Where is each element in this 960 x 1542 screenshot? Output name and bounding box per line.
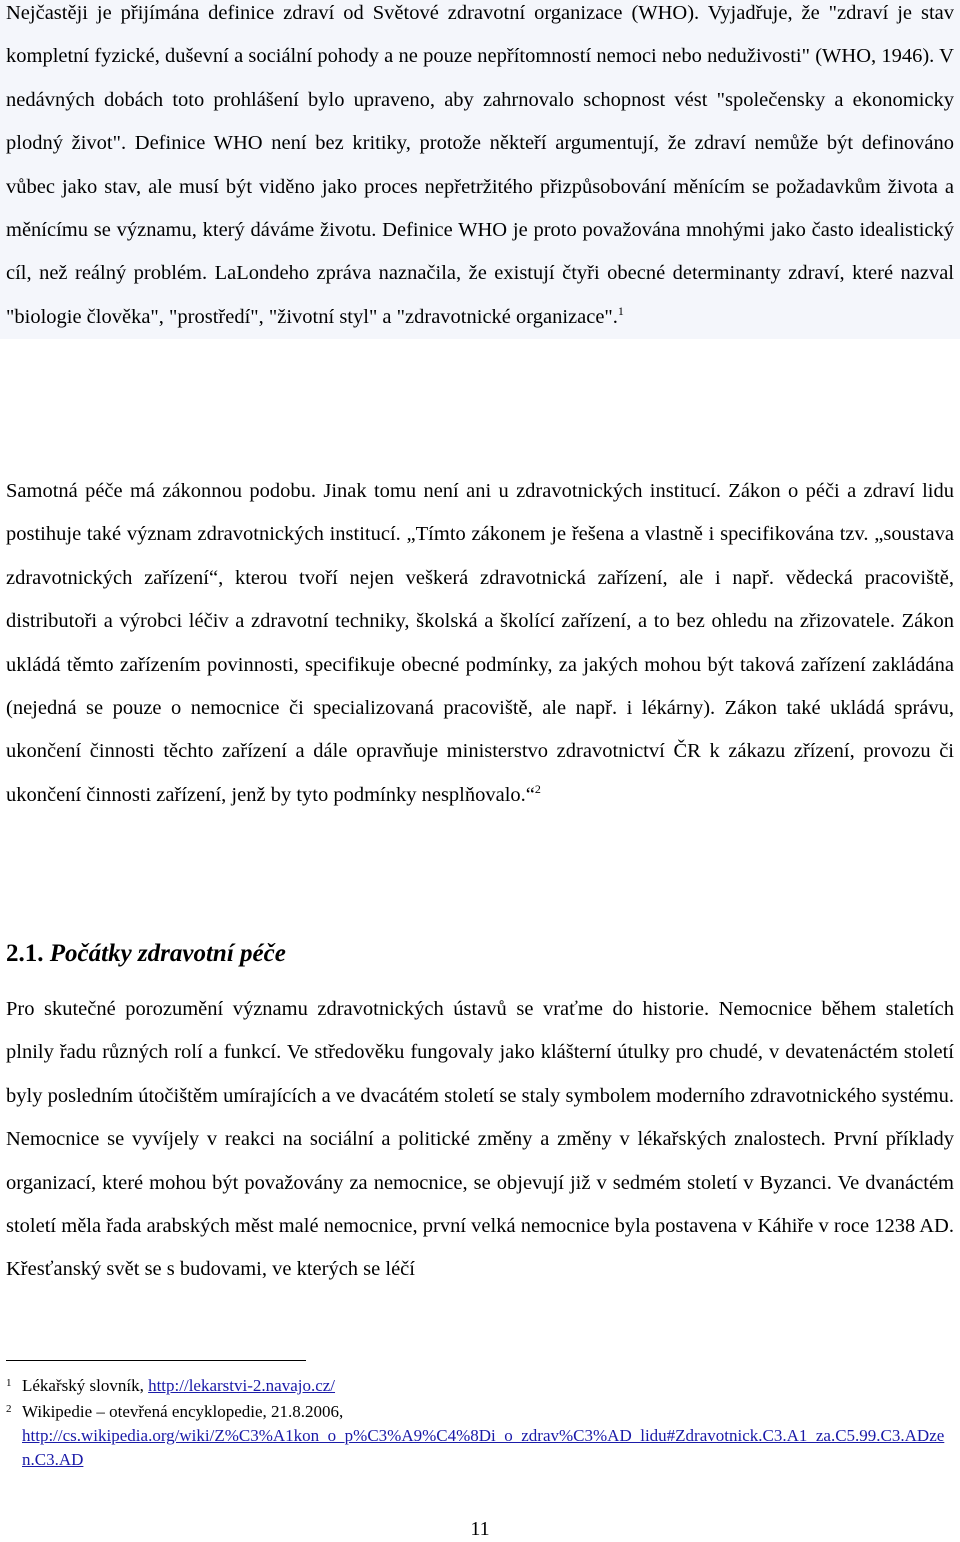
footnote-link[interactable]: http://lekarstvi-2.navajo.cz/ — [148, 1376, 336, 1395]
footnote-text: Wikipedie – otevřená encyklopedie, 21.8.2006, — [22, 1402, 344, 1421]
page-number: 11 — [470, 1518, 490, 1540]
footnote-link[interactable]: http://cs.wikipedia.org/wiki/Z%C3%A1kon_o_p%C3%A9%C4%8Di_o_zdrav%C3%AD_lidu#Zdravotnick.C3.A1_za.C5.99.C3.ADzen.C3.AD — [22, 1426, 945, 1469]
footnote-1: 1 Lékařský slovník, http://lekarstvi-2.navajo.cz/ — [6, 1376, 336, 1395]
footnote-reference-2[interactable]: 2 — [534, 781, 541, 796]
paragraph-history — [6, 988, 954, 1292]
footnote-text: Lékařský slovník, — [22, 1376, 149, 1395]
paragraph-who-definition — [0, 0, 960, 339]
footnote-separator — [6, 1360, 306, 1361]
paragraph-text: Pro skutečné porozumění významu zdravotnických ústavů se vraťme do historie. Nemocnice během staletích plnily řadu různých rolí a funkcí. Ve středověku fungovaly jako klášterní útulky pro chudé, v devatenáctém století byly posledním útočištěm umírajících a ve dvacátém století se staly symbolem moderního zdravotnického systému. Nemocnice se vyvíjely v reakci na sociální a politické změny a změny v lékařských znalostech. První příklady organizací, které mohou být považovány za nemocnice, se objevují již v sedmém století v Byzanci. Ve dvanáctém století měla řada arabských měst malé nemocnice, první velká nemocnice byla postavena v Káhiře v roce 1238 AD. Křesťanský svět se s budovami, ve kterých se léčí — [6, 998, 954, 1281]
section-title: Počátky zdravotní péče — [49, 940, 286, 967]
section-heading — [6, 932, 286, 976]
paragraph-text: Nejčastěji je přijímána definice zdraví od Světové zdravotní organizace (WHO). Vyjadřuje, že "zdraví je stav kompletní fyzické, duševní a sociální pohody a ne pouze nepřítomností nemoci nebo neduživosti" (WHO, 1946). V nedávných dobách toto prohlášení bylo upraveno, aby zahrnovalo schopnost vést "společensky a ekonomicky plodný život". Definice WHO není bez kritiky, protože někteří argumentují, že zdraví nemůže být definováno vůbec jako stav, ale musí být viděno jako proces nepřetržitého přizpůsobování měnícím se požadavkům života a měnícímu se významu, který dáváme životu. Definice WHO je proto považována mnohými jako často idealistický cíl, než reálný problém. LaLondeho zpráva naznačila, že existují čtyři obecné determinanty zdraví, které nazval "biologie člověka", "prostředí", "životní styl" a "zdravotnické organizace". — [6, 2, 954, 328]
footnote-reference-1[interactable]: 1 — [617, 303, 624, 318]
section-number: 2.1. — [6, 940, 44, 967]
footnote-2: 2 Wikipedie – otevřená encyklopedie, 21.8.2006, http://cs.wikipedia.org/wiki/Z%C3%A1kon_o_p%C3%A9%C4%8Di_o_zdrav%C3%AD_lidu#Zdravotnick.C3.A1_za.C5.99.C3.ADzen.C3.AD — [6, 1402, 945, 1469]
paragraph-legal-form — [6, 470, 954, 817]
paragraph-text: Samotná péče má zákonnou podobu. Jinak tomu není ani u zdravotnických institucí. Zákon o péči a zdraví lidu postihuje také význam zdravotnických institucí. „Tímto zákonem je řešena a vlastně i specifikována tzv. „soustava zdravotnických zařízení“, kterou tvoří nejen veškerá zdravotnická zařízení, ale i např. vědecká pracoviště, distributoři a výrobci léčiv a zdravotní techniky, školská a školící zařízení, a to bez ohledu na zřizovatele. Zákon ukládá těmto zařízením povinnosti, specifikuje obecné podmínky, za jakých mohou být taková zařízení zakládána (nejedná se pouze o nemocnice či specializovaná pracoviště, ale např. i lékárny). Zákon také ukládá správu, ukončení činnosti těchto zařízení a dále opravňuje ministerstvo zdravotnictví ČR k zákazu zřízení, provozu či ukončení činnosti zařízení, jenž by tyto podmínky nesplňovalo.“ — [6, 480, 954, 806]
